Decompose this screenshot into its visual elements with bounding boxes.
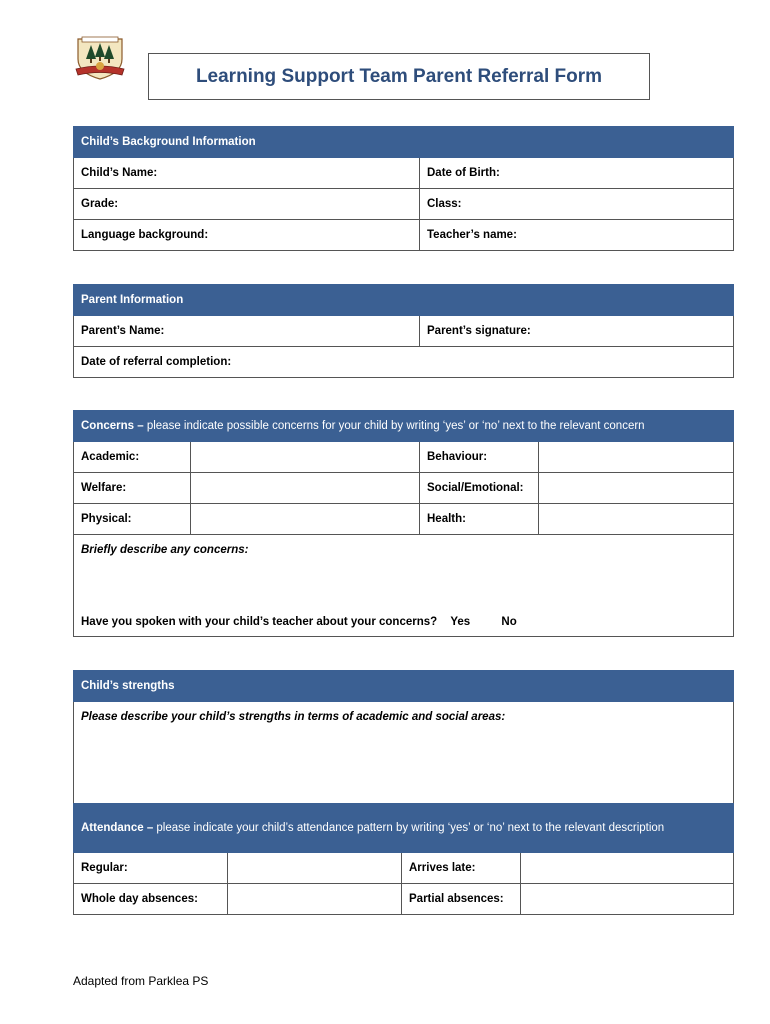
social-emotional-input[interactable]: [539, 473, 734, 504]
physical-label: Physical:: [74, 504, 191, 535]
welfare-label: Welfare:: [74, 473, 191, 504]
grade-field[interactable]: Grade:: [74, 189, 420, 220]
health-input[interactable]: [539, 504, 734, 535]
child-name-field[interactable]: Child’s Name:: [74, 158, 420, 189]
attendance-header: [74, 804, 734, 853]
attendance-header-text: please indicate your child’s attendance pattern by writing ‘yes’ or ‘no’ next to the relevant description: [153, 822, 665, 834]
attendance-section: [73, 803, 734, 915]
teacher-name-field[interactable]: Teacher’s name:: [420, 220, 734, 251]
page-title: Learning Support Team Parent Referral Form: [195, 65, 603, 87]
strengths-description-field[interactable]: [74, 702, 734, 804]
teacher-discussion-question: [81, 616, 517, 628]
question-text: Have you spoken with your child’s teacher about your concerns?: [81, 616, 438, 628]
dob-field[interactable]: Date of Birth:: [420, 158, 734, 189]
strengths-section: [73, 670, 734, 804]
strengths-prompt: Please describe your child’s strengths in terms of academic and social areas:: [81, 711, 506, 723]
concerns-describe-label: Briefly describe any concerns:: [81, 544, 249, 556]
parent-header: Parent Information: [74, 285, 734, 316]
behaviour-label: Behaviour:: [420, 442, 539, 473]
regular-label: Regular:: [74, 853, 228, 884]
parent-section: [73, 284, 734, 378]
footer-credit: Adapted from Parklea PS: [73, 974, 209, 988]
concerns-section: [73, 410, 734, 637]
behaviour-input[interactable]: [539, 442, 734, 473]
referral-date-field[interactable]: Date of referral completion:: [74, 347, 734, 378]
arrives-late-input[interactable]: [521, 853, 734, 884]
regular-input[interactable]: [228, 853, 402, 884]
no-option[interactable]: No: [501, 616, 517, 628]
partial-absences-input[interactable]: [521, 884, 734, 915]
language-field[interactable]: Language background:: [74, 220, 420, 251]
background-section: [73, 126, 734, 251]
concerns-header-bold: Concerns –: [81, 420, 144, 432]
strengths-header: Child’s strengths: [74, 671, 734, 702]
arrives-late-label: Arrives late:: [402, 853, 521, 884]
whole-day-absences-input[interactable]: [228, 884, 402, 915]
concerns-header: [74, 411, 734, 442]
attendance-header-bold: Attendance –: [81, 822, 154, 834]
school-crest-logo: [74, 33, 126, 83]
background-header: Child’s Background Information: [74, 127, 734, 158]
yes-option[interactable]: Yes: [450, 616, 471, 628]
academic-input[interactable]: [191, 442, 420, 473]
welfare-input[interactable]: [191, 473, 420, 504]
concerns-header-text: please indicate possible concerns for your child by writing ‘yes’ or ‘no’ next to the relevant concern: [143, 420, 645, 432]
concerns-description-field[interactable]: [74, 535, 734, 637]
class-field[interactable]: Class:: [420, 189, 734, 220]
partial-absences-label: Partial absences:: [402, 884, 521, 915]
academic-label: Academic:: [74, 442, 191, 473]
form-title-box: [148, 53, 650, 100]
health-label: Health:: [420, 504, 539, 535]
parent-signature-field[interactable]: Parent’s signature:: [420, 316, 734, 347]
parent-name-field[interactable]: Parent’s Name:: [74, 316, 420, 347]
social-emotional-label: Social/Emotional:: [420, 473, 539, 504]
physical-input[interactable]: [191, 504, 420, 535]
whole-day-absences-label: Whole day absences:: [74, 884, 228, 915]
